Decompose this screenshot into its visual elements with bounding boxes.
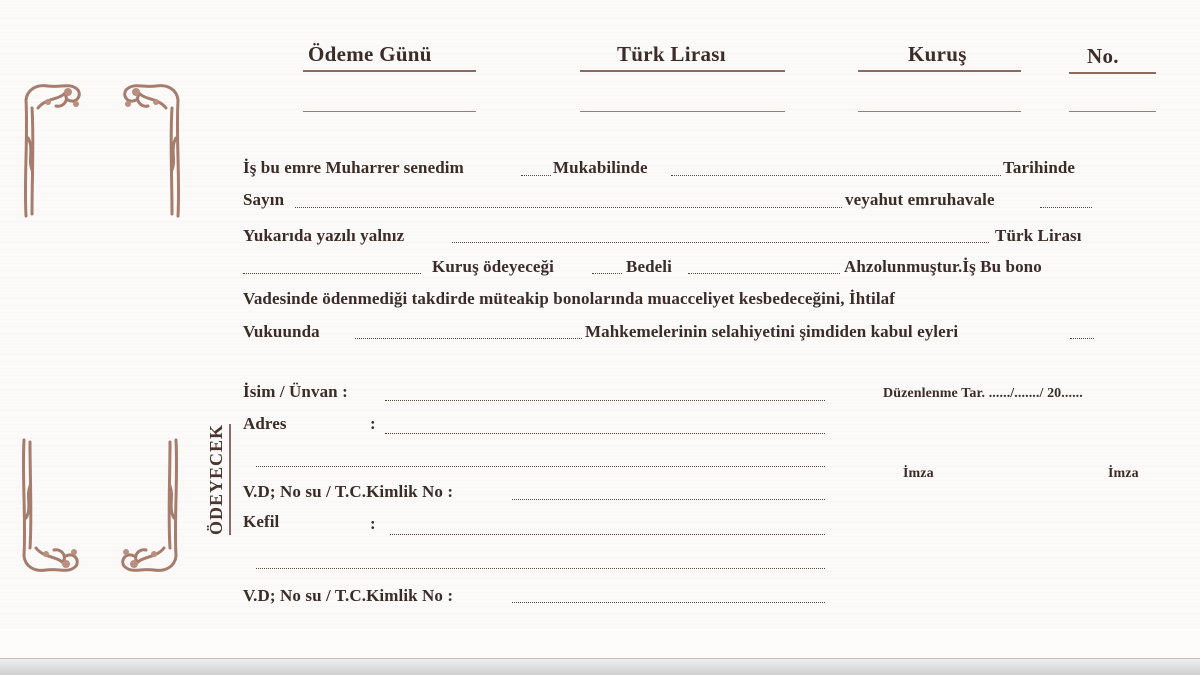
bottom-strip bbox=[0, 658, 1200, 675]
kurus-amount-field[interactable] bbox=[243, 273, 421, 274]
payment-date-field[interactable] bbox=[303, 111, 476, 112]
name-field[interactable] bbox=[385, 400, 825, 401]
ornament-top-right-icon bbox=[120, 78, 186, 218]
odeyecek-field[interactable] bbox=[592, 273, 622, 274]
name-label: İsim / Ünvan : bbox=[243, 382, 348, 401]
number-underline bbox=[1069, 72, 1156, 74]
ornament-bottom-left-icon bbox=[16, 438, 82, 578]
ornament-top-left-icon bbox=[18, 78, 84, 218]
guarantor-colon: : bbox=[370, 514, 376, 533]
body-line5: Vadesinde ödenmediği takdirde müteakip bonolarında muacceliyet kesbedeceğini, İhtilaf bbox=[243, 289, 896, 308]
body-line1-c: Tarihinde bbox=[1003, 158, 1076, 177]
body-line3-a: Yukarıda yazılı yalnız bbox=[243, 226, 405, 245]
tax-field-2[interactable] bbox=[512, 602, 825, 603]
body-line6-b: Mahkemelerinin selahiyetini şimdiden kabul eyleri bbox=[585, 322, 959, 341]
turkish-lira-field[interactable] bbox=[580, 111, 785, 112]
payment-date-underline bbox=[303, 70, 476, 72]
kurus-header: Kuruş bbox=[908, 42, 967, 66]
body-line1-b: Mukabilinde bbox=[553, 158, 648, 177]
emruhavale-field[interactable] bbox=[1040, 207, 1092, 208]
signature-label-1: İmza bbox=[903, 466, 934, 481]
turkish-lira-header: Türk Lirası bbox=[617, 42, 726, 66]
body-line6-a: Vukuunda bbox=[243, 322, 320, 341]
tax-label: V.D; No su / T.C.Kimlik No : bbox=[243, 482, 454, 501]
mukabil-field[interactable] bbox=[671, 175, 1001, 176]
kurus-underline bbox=[858, 70, 1021, 72]
number-header: No. bbox=[1087, 44, 1119, 68]
court-field[interactable] bbox=[355, 338, 582, 339]
guarantor-label: Kefil bbox=[243, 512, 280, 531]
address-label: Adres bbox=[243, 414, 287, 433]
issue-date[interactable]: Düzenlenme Tar. ....../......./ 20...... bbox=[883, 386, 1083, 401]
body-line3-b: Türk Lirası bbox=[995, 226, 1082, 245]
body-line4-b: Bedeli bbox=[626, 257, 672, 276]
body-line4-c: Ahzolunmuştur.İş Bu bono bbox=[844, 257, 1042, 276]
body-line1-a: İş bu emre Muharrer senedim bbox=[243, 158, 464, 177]
tax-label-2: V.D; No su / T.C.Kimlik No : bbox=[243, 586, 454, 605]
body-line4-a: Kuruş ödeyeceği bbox=[432, 257, 554, 276]
eyleri-field[interactable] bbox=[1070, 338, 1094, 339]
address-field-1[interactable] bbox=[385, 433, 825, 434]
guarantor-field-1[interactable] bbox=[390, 534, 825, 535]
turkish-lira-underline bbox=[580, 70, 785, 72]
amount-words-field[interactable] bbox=[452, 242, 989, 243]
payment-date-header: Ödeme Günü bbox=[308, 42, 432, 66]
kurus-field[interactable] bbox=[858, 111, 1021, 112]
address-colon: : bbox=[370, 414, 376, 433]
body-line2-b: veyahut emruhavale bbox=[845, 190, 995, 209]
number-field[interactable] bbox=[1069, 111, 1156, 112]
bedel-field[interactable] bbox=[688, 273, 840, 274]
tax-field[interactable] bbox=[512, 499, 825, 500]
guarantor-field-2[interactable] bbox=[256, 568, 825, 569]
senet-field[interactable] bbox=[521, 175, 551, 176]
address-field-2[interactable] bbox=[256, 466, 825, 467]
debtor-side-label: ÖDEYECEK bbox=[206, 424, 231, 535]
recipient-field[interactable] bbox=[295, 207, 842, 208]
ornament-bottom-right-icon bbox=[118, 438, 184, 578]
signature-label-2: İmza bbox=[1108, 466, 1139, 481]
body-line2-a: Sayın bbox=[243, 190, 285, 209]
